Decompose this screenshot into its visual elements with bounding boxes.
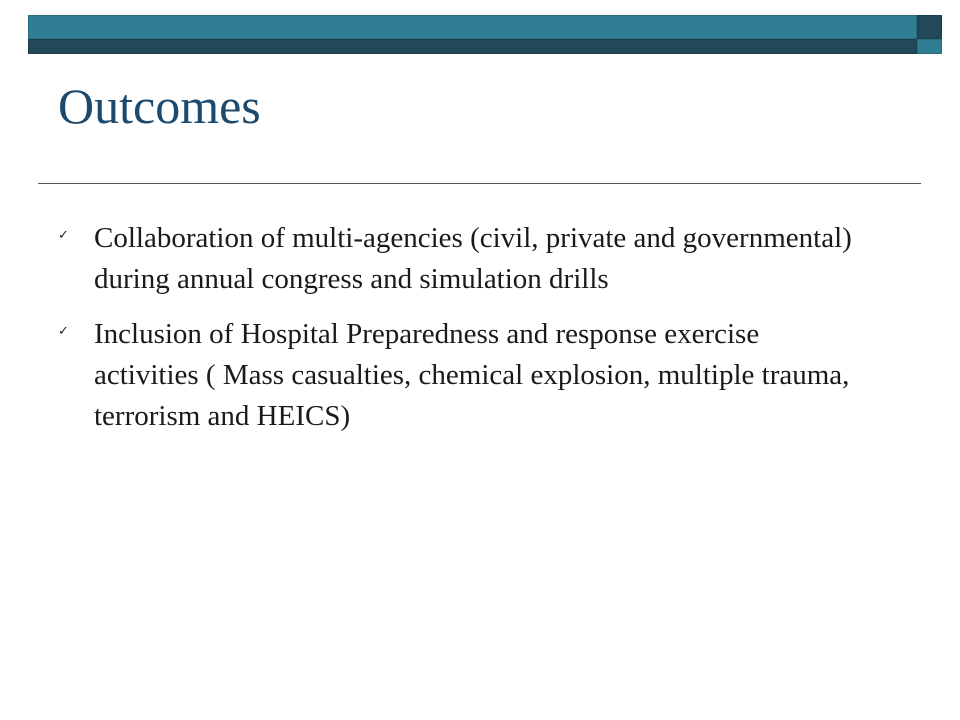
check-icon: ✓ bbox=[58, 228, 69, 243]
bullet-list bbox=[58, 218, 858, 451]
bullet-item bbox=[58, 314, 858, 437]
header-bar-bottom bbox=[28, 39, 917, 54]
header-bar-top bbox=[28, 15, 917, 39]
bullet-text: Collaboration of multi-agencies (civil, private and governmental) during annual congress and simulation drills bbox=[94, 222, 852, 295]
header-square-top bbox=[917, 15, 942, 39]
bullet-item bbox=[58, 218, 858, 300]
slide-title: Outcomes bbox=[58, 78, 261, 134]
bullet-text: Inclusion of Hospital Preparedness and response exercise activities ( Mass casualties, chemical explosion, multiple trauma, terrorism and HEICS) bbox=[94, 318, 850, 432]
check-icon: ✓ bbox=[58, 324, 69, 339]
header-square-bottom bbox=[917, 39, 942, 54]
title-divider bbox=[38, 183, 921, 184]
